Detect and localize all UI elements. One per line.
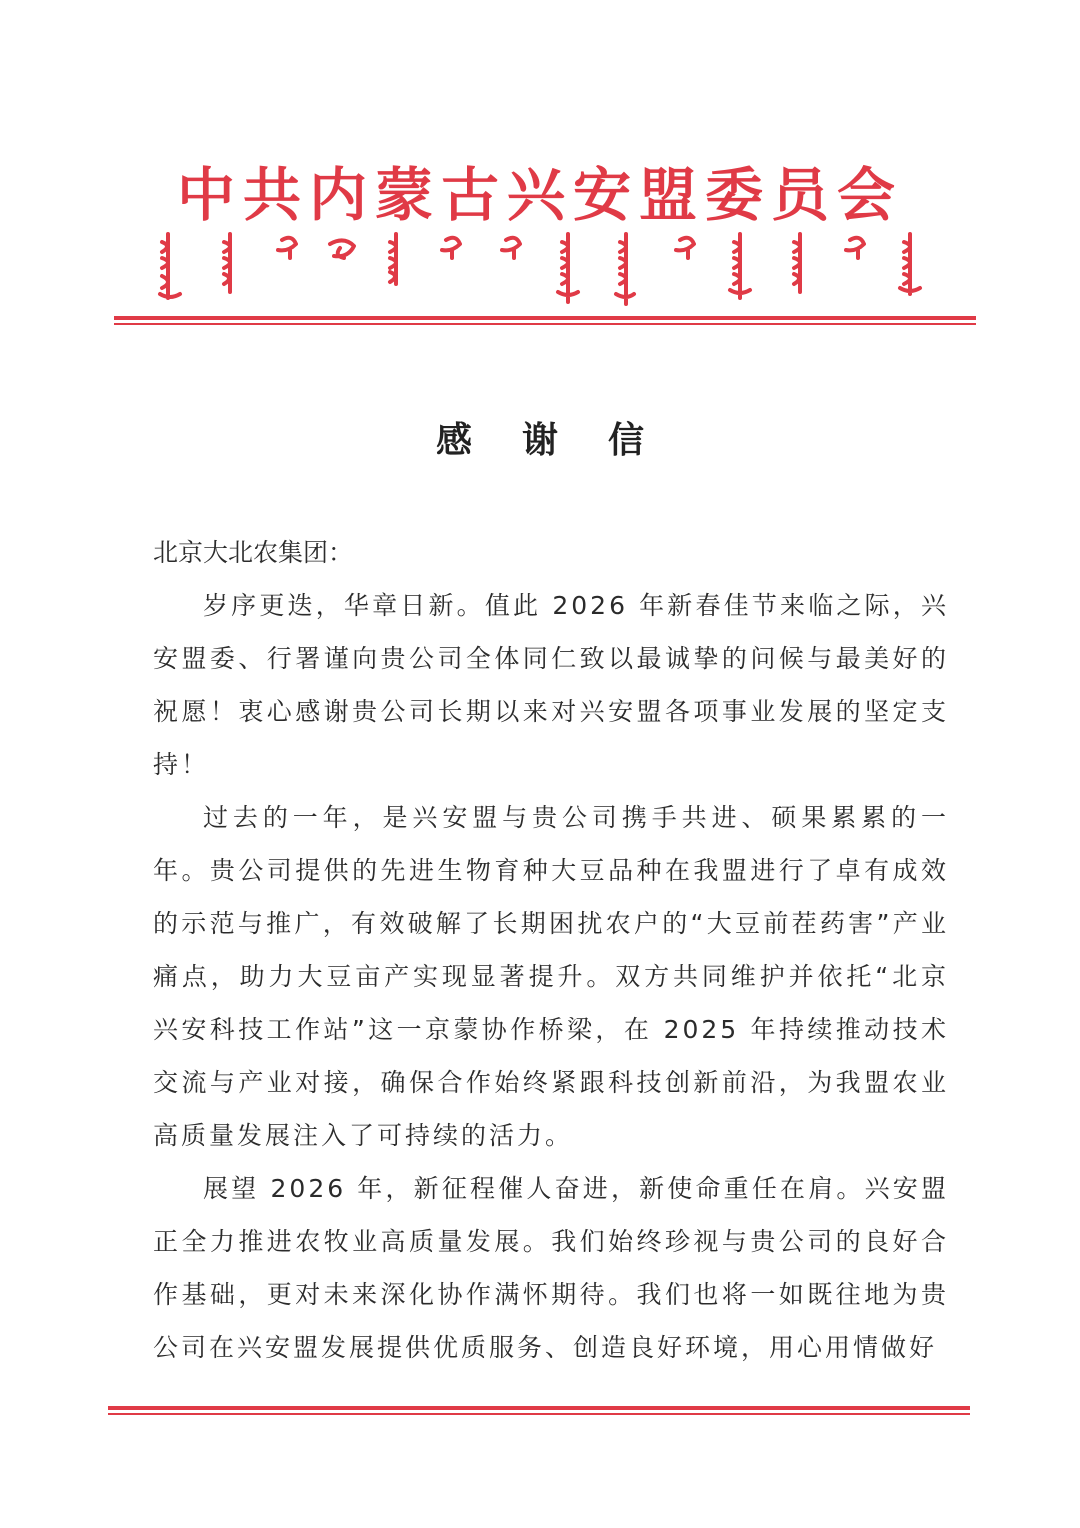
- paragraph-2: 过去的一年，是兴安盟与贵公司携手共进、硕果累累的一年。贵公司提供的先进生物育种大豆品种在我盟进行了卓有成效的示范与推广，有效破解了长期困扰农户的“大豆前茬药害”产业痛点，助力大豆亩产实现显著提升。双方共同维护并依托“北京兴安科技工作站”这一京蒙协作桥梁，在 2025 年持续推动技术交流与产业对接，确保合作始终紧跟科技创新前沿，为我盟农业高质量发展注入了可持续的活力。: [153, 803, 949, 1150]
- paragraph-3: 展望 2026 年，新征程催人奋进，新使命重任在肩。兴安盟正全力推进农牧业高质量发展。我们始终珍视与贵公司的良好合作基础，更对未来深化协作满怀期待。我们也将一如既往地为贵公司在兴安盟发展提供优质服务、创造良好环境，用心用情做好: [153, 1174, 949, 1362]
- letterhead-title: 中共内蒙古兴安盟委员会: [176, 161, 903, 229]
- letter-body: [153, 526, 949, 1374]
- mongolian-script-emblem: [150, 228, 940, 308]
- footer-rule-thin: [108, 1413, 970, 1415]
- footer-rule-thick: [108, 1406, 970, 1410]
- header-rule-thin: [114, 323, 976, 325]
- salutation: 北京大北农集团：: [153, 538, 354, 567]
- header-rule-thick: [114, 316, 976, 320]
- paragraph-1: 岁序更迭，华章日新。值此 2026 年新春佳节来临之际，兴安盟委、行署谨向贵公司全体同仁致以最诚挚的问候与最美好的祝愿！衷心感谢贵公司长期以来对兴安盟各项事业发展的坚定支持！: [153, 591, 949, 779]
- document-title: 感谢信: [435, 419, 694, 461]
